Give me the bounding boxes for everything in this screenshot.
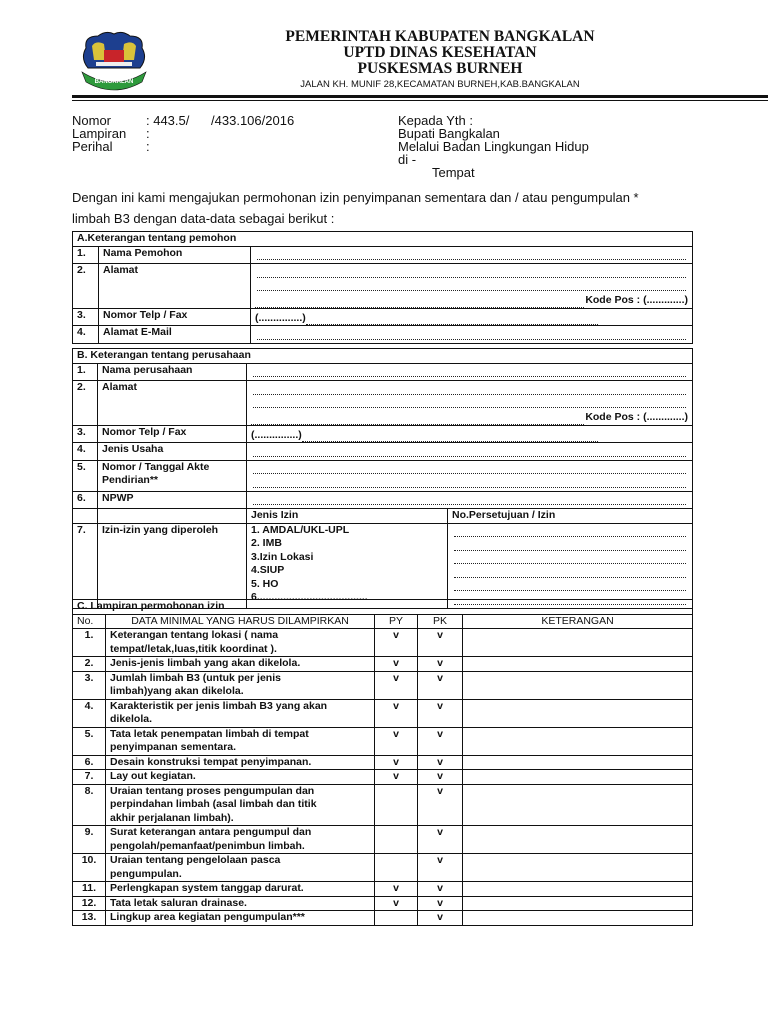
table-row [73, 629, 693, 657]
row-number: 1. [73, 246, 99, 264]
row-description [106, 896, 375, 911]
keterangan-cell[interactable] [463, 727, 693, 755]
description-line: Lay out kegiatan. [110, 770, 196, 782]
pk-check: v [418, 629, 463, 657]
divider [72, 95, 768, 98]
row-number: 3. [73, 308, 99, 326]
pk-check: v [418, 911, 463, 926]
col-keterangan-header: KETERANGAN [463, 614, 693, 629]
fill-line[interactable] [454, 564, 686, 578]
izin-item: 1. AMDAL/UKL-UPL [251, 523, 350, 536]
fill-line[interactable] [454, 524, 686, 538]
fill-line[interactable] [454, 537, 686, 551]
kode-pos-field[interactable] [255, 294, 688, 308]
row-label: Nama Pemohon [99, 246, 251, 264]
row-number: 1. [73, 363, 98, 381]
kode-pos-label: Kode Pos : (.............) [585, 294, 688, 306]
row-value-field[interactable] [247, 363, 693, 381]
divider [72, 100, 768, 101]
nomor-label: Nomor [72, 113, 112, 128]
row-number: 3. [73, 425, 98, 443]
table-row [73, 784, 693, 826]
description-line: Lingkup area kegiatan pengumpulan*** [110, 911, 305, 923]
fill-line[interactable] [454, 551, 686, 565]
table-row [73, 911, 693, 926]
table-row [73, 491, 693, 509]
description-line: Uraian tentang pengelolaan pasca [110, 854, 281, 866]
table-row [73, 770, 693, 785]
keterangan-cell[interactable] [463, 882, 693, 897]
row-label: Alamat [98, 381, 247, 426]
row-description [106, 699, 375, 727]
description-line: Jumlah limbah B3 (untuk per jenis [110, 671, 281, 684]
izin-header-row [73, 509, 693, 524]
row-number: 9. [73, 826, 106, 854]
fill-line[interactable] [257, 264, 686, 278]
row-label: Nomor / Tanggal Akte Pendirian** [98, 460, 247, 491]
table-row [73, 882, 693, 897]
row-label: Izin-izin yang diperoleh [98, 523, 247, 608]
pk-check: v [418, 699, 463, 727]
row-number: 11. [73, 882, 106, 897]
row-description [106, 629, 375, 657]
row-number: 5. [73, 460, 98, 491]
row-number: 12. [73, 896, 106, 911]
row-description [106, 727, 375, 755]
py-check [375, 784, 418, 826]
row-number: 5. [73, 727, 106, 755]
keterangan-cell[interactable] [463, 854, 693, 882]
pk-check: v [418, 854, 463, 882]
recipient-line: Tempat [432, 165, 475, 180]
no-persetujuan-header: No.Persetujuan / Izin [448, 509, 693, 524]
keterangan-cell[interactable] [463, 755, 693, 770]
dotted-fill [255, 298, 584, 308]
perihal-label: Perihal [72, 139, 113, 154]
section-b-table [72, 348, 693, 609]
keterangan-cell[interactable] [463, 896, 693, 911]
py-check: v [375, 770, 418, 785]
table-row [73, 308, 693, 326]
fill-line[interactable] [257, 247, 686, 261]
letterhead-line3: PUSKESMAS BURNEH [357, 60, 523, 77]
row-number: 4. [73, 699, 106, 727]
description-line: Tata letak saluran drainase. [110, 896, 247, 909]
jenis-izin-header: Jenis Izin [247, 509, 448, 524]
col-pk-header: PK [418, 614, 463, 629]
description-line: perpindahan limbah (asal limbah dan titik [110, 798, 317, 810]
py-check: v [375, 699, 418, 727]
description-line: pengolah/pemanfaat/penimbun limbah. [110, 839, 305, 852]
bangkalan-logo [76, 28, 152, 94]
recipient-line: di - [398, 152, 417, 167]
kode-pos-label: Kode Pos : (.............) [585, 411, 688, 423]
telp-field[interactable] [255, 312, 688, 326]
row-value-field[interactable] [247, 460, 693, 491]
keterangan-cell[interactable] [463, 911, 693, 926]
section-a-table [72, 231, 693, 344]
row-number: 1. [73, 629, 106, 657]
table-row [73, 896, 693, 911]
pk-check: v [418, 882, 463, 897]
py-check: v [375, 882, 418, 897]
table-row [73, 826, 693, 854]
row-value-field[interactable] [251, 264, 693, 309]
izin-number-fields[interactable] [448, 523, 693, 608]
py-check: v [375, 727, 418, 755]
row-description [106, 671, 375, 699]
telp-prefix: (...............) [251, 428, 302, 441]
row-value-field[interactable] [247, 443, 693, 461]
row-label: Jenis Usaha [98, 443, 247, 461]
pk-check: v [418, 896, 463, 911]
table-row [73, 443, 693, 461]
row-description [106, 657, 375, 672]
row-label: NPWP [98, 491, 247, 509]
row-number: 10. [73, 854, 106, 882]
section-header-row [73, 232, 693, 247]
intro-line2: limbah B3 dengan data-data sebagai berikut : [72, 211, 335, 226]
table-row [73, 460, 693, 491]
description-line: Uraian tentang proses pengumpulan dan [110, 784, 315, 797]
keterangan-cell[interactable] [463, 657, 693, 672]
table-row [73, 363, 693, 381]
pk-check: v [418, 755, 463, 770]
izin-item: 5. HO [251, 577, 279, 590]
row-value-field[interactable] [251, 308, 693, 326]
table-row [73, 657, 693, 672]
col-data-header: DATA MINIMAL YANG HARUS DILAMPIRKAN [106, 614, 375, 629]
row-description [106, 854, 375, 882]
py-check: v [375, 755, 418, 770]
row-number: 4. [73, 443, 98, 461]
dotted-fill [251, 415, 584, 425]
fill-line[interactable] [253, 395, 686, 409]
description-line: Tata letak penempatan limbah di tempat [110, 727, 309, 740]
py-check [375, 854, 418, 882]
letterhead-line1: PEMERINTAH KABUPATEN BANGKALAN [285, 28, 595, 45]
fill-line[interactable] [253, 381, 686, 395]
py-check: v [375, 629, 418, 657]
table-row [73, 671, 693, 699]
row-number: 7. [73, 523, 98, 608]
fill-line[interactable] [253, 364, 686, 378]
izin-list [247, 523, 448, 608]
row-label: Nomor Telp / Fax [98, 425, 247, 443]
description-line: Surat keterangan antara pengumpul dan [110, 826, 312, 838]
perihal-value: : [146, 139, 150, 154]
izin-item: 3.Izin Lokasi [251, 550, 314, 563]
keterangan-cell[interactable] [463, 770, 693, 785]
row-value-field[interactable] [251, 246, 693, 264]
row-number: 6. [73, 755, 106, 770]
section-title: C. Lampiran permohonan izin [73, 600, 693, 615]
description-line: Jenis-jenis limbah yang akan dikelola. [110, 657, 301, 669]
description-line: tempat/letak,luas,titik koordinat ). [110, 642, 277, 655]
table-row [73, 854, 693, 882]
row-description [106, 755, 375, 770]
row-description [106, 826, 375, 854]
fill-line[interactable] [257, 326, 686, 340]
section-title: A.Keterangan tentang pemohon [73, 232, 693, 247]
table-row [73, 699, 693, 727]
py-check [375, 826, 418, 854]
row-description [106, 911, 375, 926]
fill-line[interactable] [253, 474, 686, 488]
empty-cell [73, 509, 98, 524]
keterangan-cell[interactable] [463, 671, 693, 699]
row-description [106, 784, 375, 826]
intro-line1: Dengan ini kami mengajukan permohonan izin penyimpanan sementara dan / atau pengumpulan * [72, 190, 639, 205]
description-line: akhir perjalanan limbah). [110, 811, 234, 824]
table-row [73, 326, 693, 344]
row-number: 2. [73, 657, 106, 672]
table-row [73, 727, 693, 755]
row-number: 8. [73, 784, 106, 826]
keterangan-cell[interactable] [463, 826, 693, 854]
description-line: Karakteristik per jenis limbah B3 yang akan [110, 699, 328, 712]
description-line: Perlengkapan system tanggap darurat. [110, 882, 304, 894]
description-line: Keterangan tentang lokasi ( nama [110, 629, 279, 641]
recipient-line: Melalui Badan Lingkungan Hidup [398, 139, 589, 154]
pk-check: v [418, 727, 463, 755]
row-value-field[interactable] [247, 425, 693, 443]
column-header-row [73, 614, 693, 629]
fill-line[interactable] [253, 443, 686, 457]
description-line: limbah)yang akan dikelola. [110, 685, 244, 697]
col-py-header: PY [375, 614, 418, 629]
telp-prefix: (...............) [255, 311, 306, 324]
table-row [73, 246, 693, 264]
row-label: Nama perusahaan [98, 363, 247, 381]
section-header-row [73, 349, 693, 364]
row-number: 4. [73, 326, 99, 344]
pk-check: v [418, 826, 463, 854]
description-line: Desain konstruksi tempat penyimpanan. [110, 755, 312, 768]
dotted-fill [302, 432, 598, 442]
table-row [73, 523, 693, 608]
row-label: Alamat [99, 264, 251, 309]
row-number: 7. [73, 770, 106, 785]
table-row [73, 425, 693, 443]
description-line: penyimpanan sementara. [110, 741, 237, 753]
keterangan-cell[interactable] [463, 629, 693, 657]
fill-line[interactable] [253, 461, 686, 475]
izin-item: 2. IMB [251, 537, 282, 549]
py-check: v [375, 671, 418, 699]
section-title: B. Keterangan tentang perusahaan [73, 349, 693, 364]
nomor-value: : 443.5/ /433.106/2016 [146, 113, 295, 128]
row-label: Nomor Telp / Fax [99, 308, 251, 326]
description-line: pengumpulan. [110, 867, 182, 880]
row-number: 6. [73, 491, 98, 509]
pk-check: v [418, 770, 463, 785]
row-label: Alamat E-Mail [99, 326, 251, 344]
row-number: 13. [73, 911, 106, 926]
keterangan-cell[interactable] [463, 784, 693, 826]
row-description [106, 882, 375, 897]
row-number: 2. [73, 381, 98, 426]
letterhead-address: JALAN KH. MUNIF 28,KECAMATAN BURNEH,KAB.BANGKALAN [300, 79, 580, 90]
py-check: v [375, 657, 418, 672]
recipient-line: Kepada Yth : [398, 113, 473, 128]
telp-field[interactable] [251, 429, 688, 443]
keterangan-cell[interactable] [463, 699, 693, 727]
section-header-row [73, 600, 693, 615]
kode-pos-field[interactable] [251, 411, 688, 425]
table-row [73, 755, 693, 770]
lampiran-label: Lampiran [72, 126, 127, 141]
letterhead-line2: UPTD DINAS KESEHATAN [343, 44, 537, 61]
lampiran-value: : [146, 126, 150, 141]
row-number: 3. [73, 671, 106, 699]
fill-line[interactable] [257, 278, 686, 292]
row-value-field[interactable] [251, 326, 693, 344]
row-number: 2. [73, 264, 99, 309]
description-line: dikelola. [110, 713, 153, 725]
py-check [375, 911, 418, 926]
table-row [73, 264, 693, 309]
empty-cell [98, 509, 247, 524]
fill-line[interactable] [253, 492, 686, 506]
col-no-header: No. [73, 614, 106, 629]
fill-line[interactable] [454, 578, 686, 592]
recipient-line: Bupati Bangkalan [398, 126, 500, 141]
py-check: v [375, 896, 418, 911]
section-c-table [72, 599, 693, 926]
dotted-fill [306, 315, 598, 325]
table-row [73, 381, 693, 426]
row-description [106, 770, 375, 785]
svg-text:BANGKALAN: BANGKALAN [94, 79, 134, 85]
pk-check: v [418, 671, 463, 699]
izin-item: 6...................................... [251, 591, 368, 603]
pk-check: v [418, 784, 463, 826]
pk-check: v [418, 657, 463, 672]
izin-item: 4.SIUP [251, 564, 285, 576]
row-value-field[interactable] [247, 491, 693, 509]
row-value-field[interactable] [247, 381, 693, 426]
